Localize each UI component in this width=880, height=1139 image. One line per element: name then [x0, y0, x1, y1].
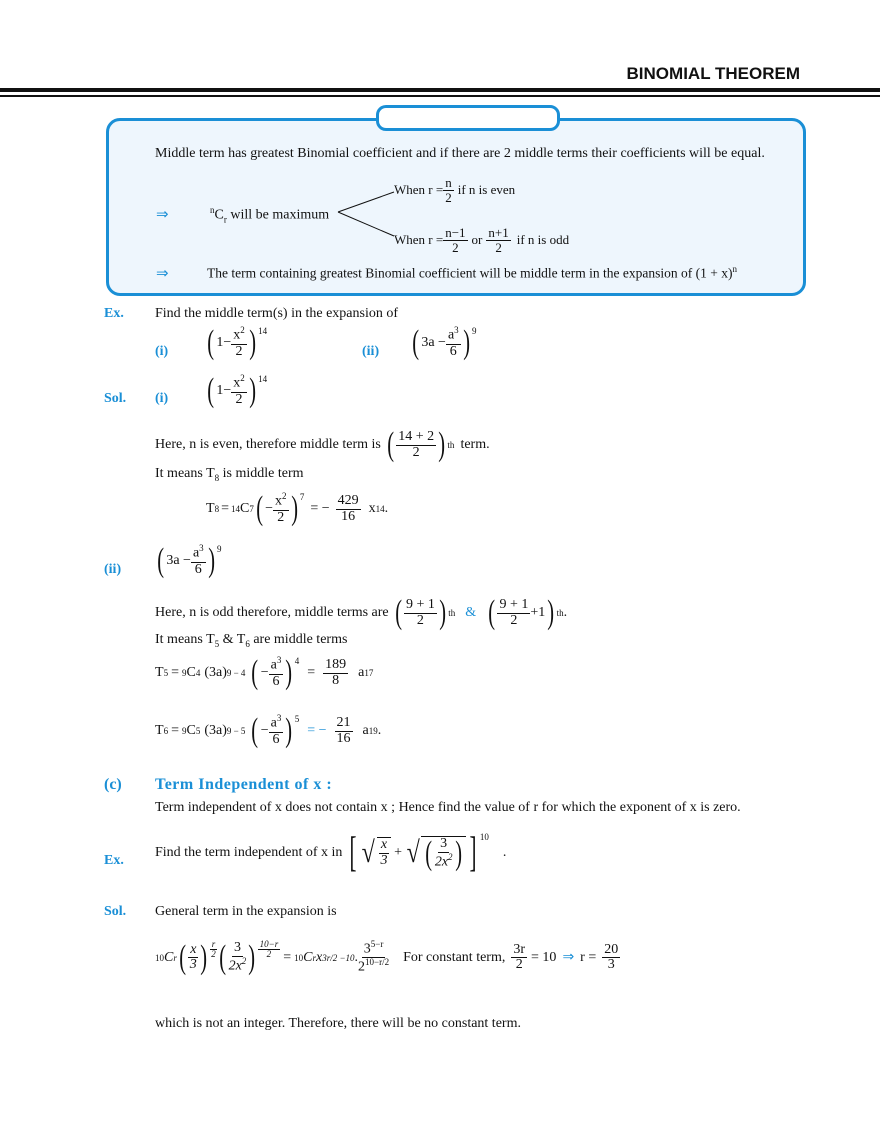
ex1-label: Ex. — [104, 306, 124, 321]
sol2-means: It means $T_5$ & $T_6$ are middle terms — [155, 632, 348, 649]
page-title: BINOMIAL THEOREM — [626, 64, 800, 83]
note-box-tab — [376, 105, 560, 131]
sol1-means: It means $T_8$ is middle term — [155, 466, 304, 483]
sol2-expr: ( 3a − $\frac{a^3}{6}$ ) 9 — [157, 542, 222, 579]
t5-expression: T 5 = 9 C 4 (3a) 9 − 4 ( − $\frac{a^3}{6}$ ) 4 = $\frac{189}{8}$ a 17 — [155, 654, 374, 691]
general-term-expression: 10 C r ( $\frac{x}{3}$ ) $\frac{r}{2}$ ( $\frac{3}{2x^2}$ ) $\frac{10-r}{2}$ = 10 C r x 3r/2 −10 . $\frac{3^{5-r}}{2^{10-r/2}}$ For constant term, $\frac{3r}{2}$ = 10 ⇒ r = $\frac{20}{3}$ — [155, 938, 619, 976]
sol3-label: Sol. — [104, 904, 127, 919]
sol1-label: Sol. — [104, 391, 127, 406]
ex1-text: Find the middle term(s) in the expansion of — [155, 306, 399, 321]
sol1-expr: ( 1− $\frac{x^2}{2}$ ) 14 — [207, 372, 268, 409]
ex1-i-label: (i) — [155, 344, 169, 359]
t8-expression: T 8 = 14 C 7 ( − $\frac{x^2}{2}$ ) 7 = − $\frac{429}{16}$ x 14 . — [206, 490, 389, 527]
t6-expression: T 6 = 9 C 5 (3a) 9 − 5 ( − $\frac{a^3}{6}$ ) 5 = − $\frac{21}{16}$ a 19 . — [155, 712, 382, 749]
header-rule-thin — [0, 95, 880, 97]
sol3-text: General term in the expansion is — [155, 904, 337, 919]
sol1-here: Here, n is even, therefore middle term is ( $\frac{14 + 2}{2}$ ) th term. — [155, 426, 490, 463]
note-line-1: Middle term has greatest Binomial coefficient and if there are 2 middle terms their coefficients will be equal. — [155, 146, 765, 161]
ex2-text: Find the term independent of x in [ √ $\frac{x}{3}$ + √ ( $\frac{3}{2x^2}$ ) ] 10 . — [155, 830, 507, 876]
implies-arrow-2: ⇒ — [156, 266, 169, 282]
section-c-label: (c) — [104, 776, 122, 793]
header-rule-thick — [0, 88, 880, 92]
branch-lines — [336, 190, 396, 240]
ncr-max: $^nC_r$ will be maximum — [210, 205, 330, 225]
section-c-title: Term Independent of x : — [155, 776, 333, 793]
sol2-label: (ii) — [104, 562, 122, 577]
implies-arrow-1: ⇒ — [156, 207, 169, 223]
case-odd: When r = $\frac{n-1}{2}$ or $\frac{n+1}{2}$ if n is odd — [394, 225, 570, 255]
case-even: When r = $\frac{n}{2}$ if n is even — [394, 175, 516, 205]
ex2-label: Ex. — [104, 853, 124, 868]
ex1-expr-ii: ( 3a − $\frac{a^3}{6}$ ) 9 — [412, 324, 477, 361]
ex1-expr-i: ( 1− $\frac{x^2}{2}$ ) 14 — [207, 324, 268, 361]
sol3-conclusion: which is not an integer. Therefore, there will be no constant term. — [155, 1016, 521, 1031]
note-line-3: The term containing greatest Binomial coefficient will be middle term in the expansion of $(1 + x)^n$ — [207, 264, 737, 281]
section-c-text: Term independent of x does not contain x ; Hence find the value of r for which the exponent of x is zero. — [155, 800, 741, 815]
sol2-here: Here, n is odd therefore, middle terms are ( $\frac{9 + 1}{2}$ ) th & ( $\frac{9 + 1}{2}$ +1 ) th . — [155, 594, 568, 631]
sol1-i-label: (i) — [155, 391, 169, 406]
ex1-ii-label: (ii) — [362, 344, 380, 359]
